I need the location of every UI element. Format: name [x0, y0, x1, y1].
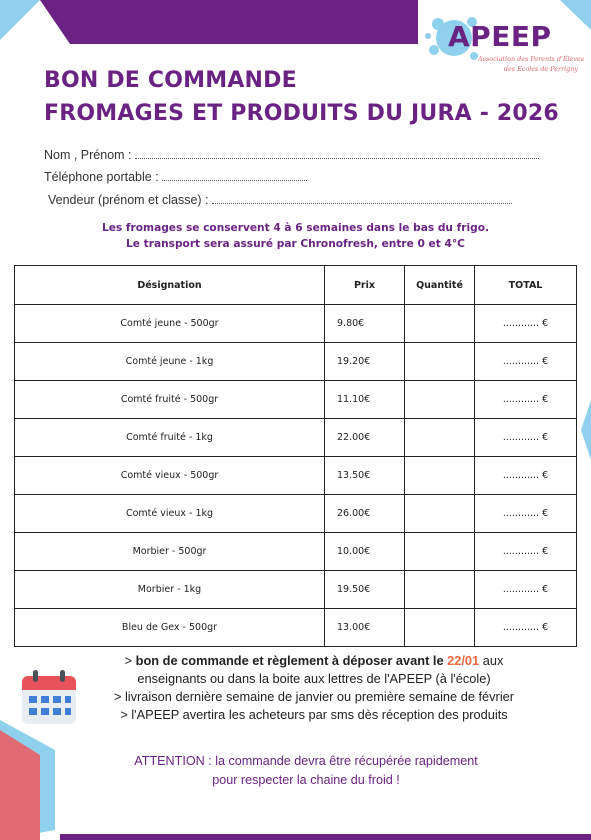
info-line-4: > l'APEEP avertira les acheteurs par sms dès réception des produits — [120, 707, 508, 722]
delivery-info — [84, 652, 544, 724]
header-quantity: Quantité — [405, 266, 475, 305]
product-price: 19.20€ — [325, 343, 405, 381]
attention-line-1: ATTENTION : la commande devra être récupérée rapidement — [134, 754, 478, 768]
logo-subtitle-2: des Ecoles de Perrigny — [503, 65, 578, 73]
total-cell[interactable]: ............ € — [475, 533, 577, 571]
product-price: 22.00€ — [325, 419, 405, 457]
product-designation: Comté jeune - 1kg — [15, 343, 325, 381]
bottom-left-shapes — [0, 720, 80, 840]
quantity-cell[interactable] — [405, 343, 475, 381]
title-line-2: FROMAGES ET PRODUITS DU JURA - 2026 — [44, 101, 559, 126]
deadline-text: bon de commande et règlement à déposer avant le — [135, 653, 448, 668]
product-designation: Comté vieux - 500gr — [15, 457, 325, 495]
phone-label: Téléphone portable : — [44, 170, 159, 184]
header-designation: Désignation — [15, 266, 325, 305]
quantity-cell[interactable] — [405, 571, 475, 609]
product-designation: Comté fruité - 500gr — [15, 381, 325, 419]
quantity-cell[interactable] — [405, 381, 475, 419]
product-designation: Morbier - 1kg — [15, 571, 325, 609]
info-line-2: enseignants ou dans la boite aux lettres de l'APEEP (à l'école) — [137, 671, 491, 686]
table-row — [15, 457, 577, 495]
info-prefix: > — [124, 653, 136, 668]
product-price: 11.10€ — [325, 381, 405, 419]
quantity-cell[interactable] — [405, 495, 475, 533]
header-price: Prix — [325, 266, 405, 305]
seller-field[interactable] — [48, 193, 512, 207]
phone-line[interactable] — [162, 170, 307, 181]
page-title — [44, 64, 559, 130]
quantity-cell[interactable] — [405, 457, 475, 495]
logo-subtitle-1: Association des Parents d'Élèves — [478, 55, 584, 63]
name-label: Nom , Prénom : — [44, 148, 132, 162]
phone-field[interactable] — [44, 170, 307, 184]
table-row — [15, 571, 577, 609]
product-price: 10.00€ — [325, 533, 405, 571]
table-row — [15, 343, 577, 381]
header-total: TOTAL — [475, 266, 577, 305]
quantity-cell[interactable] — [405, 419, 475, 457]
table-row — [15, 533, 577, 571]
table-row — [15, 305, 577, 343]
table-row — [15, 381, 577, 419]
table-row — [15, 495, 577, 533]
name-line[interactable] — [135, 148, 539, 159]
seller-label: Vendeur (prénom et classe) : — [48, 193, 209, 207]
product-designation: Comté jeune - 500gr — [15, 305, 325, 343]
product-designation: Comté fruité - 1kg — [15, 419, 325, 457]
product-designation: Bleu de Gex - 500gr — [15, 609, 325, 647]
quantity-cell[interactable] — [405, 533, 475, 571]
info-line-1-rest: aux — [479, 653, 504, 668]
product-designation: Morbier - 500gr — [15, 533, 325, 571]
table-header-row — [15, 266, 577, 305]
info-line-1 — [84, 652, 544, 670]
note-line-2: Le transport sera assuré par Chronofresh, entre 0 et 4°C — [126, 238, 465, 250]
deadline-date: 22/01 — [447, 653, 480, 668]
bottom-banner — [0, 828, 591, 840]
product-price: 26.00€ — [325, 495, 405, 533]
quantity-cell[interactable] — [405, 609, 475, 647]
product-price: 19.50€ — [325, 571, 405, 609]
note-line-1: Les fromages se conservent 4 à 6 semaines dans le bas du frigo. — [101, 222, 489, 234]
calendar-icon — [20, 668, 78, 726]
total-cell[interactable]: ............ € — [475, 495, 577, 533]
total-cell[interactable]: ............ € — [475, 305, 577, 343]
total-cell[interactable]: ............ € — [475, 343, 577, 381]
product-price: 13.00€ — [325, 609, 405, 647]
table-row — [15, 419, 577, 457]
product-price: 9.80€ — [325, 305, 405, 343]
product-price: 13.50€ — [325, 457, 405, 495]
total-cell[interactable]: ............ € — [475, 571, 577, 609]
table-row — [15, 609, 577, 647]
info-line-3: > livraison dernière semaine de janvier ou première semaine de février — [113, 689, 515, 704]
name-field[interactable] — [44, 148, 539, 162]
seller-line[interactable] — [212, 193, 512, 204]
storage-notes — [0, 220, 591, 252]
attention-line-2: pour respecter la chaine du froid ! — [212, 773, 400, 787]
total-cell[interactable]: ............ € — [475, 381, 577, 419]
product-designation: Comté vieux - 1kg — [15, 495, 325, 533]
total-cell[interactable]: ............ € — [475, 609, 577, 647]
total-cell[interactable]: ............ € — [475, 419, 577, 457]
title-line-1: BON DE COMMANDE — [44, 68, 297, 93]
quantity-cell[interactable] — [405, 305, 475, 343]
order-table — [14, 265, 577, 647]
logo-name: APEEP — [448, 20, 552, 53]
attention-notice — [96, 752, 516, 790]
total-cell[interactable]: ............ € — [475, 457, 577, 495]
